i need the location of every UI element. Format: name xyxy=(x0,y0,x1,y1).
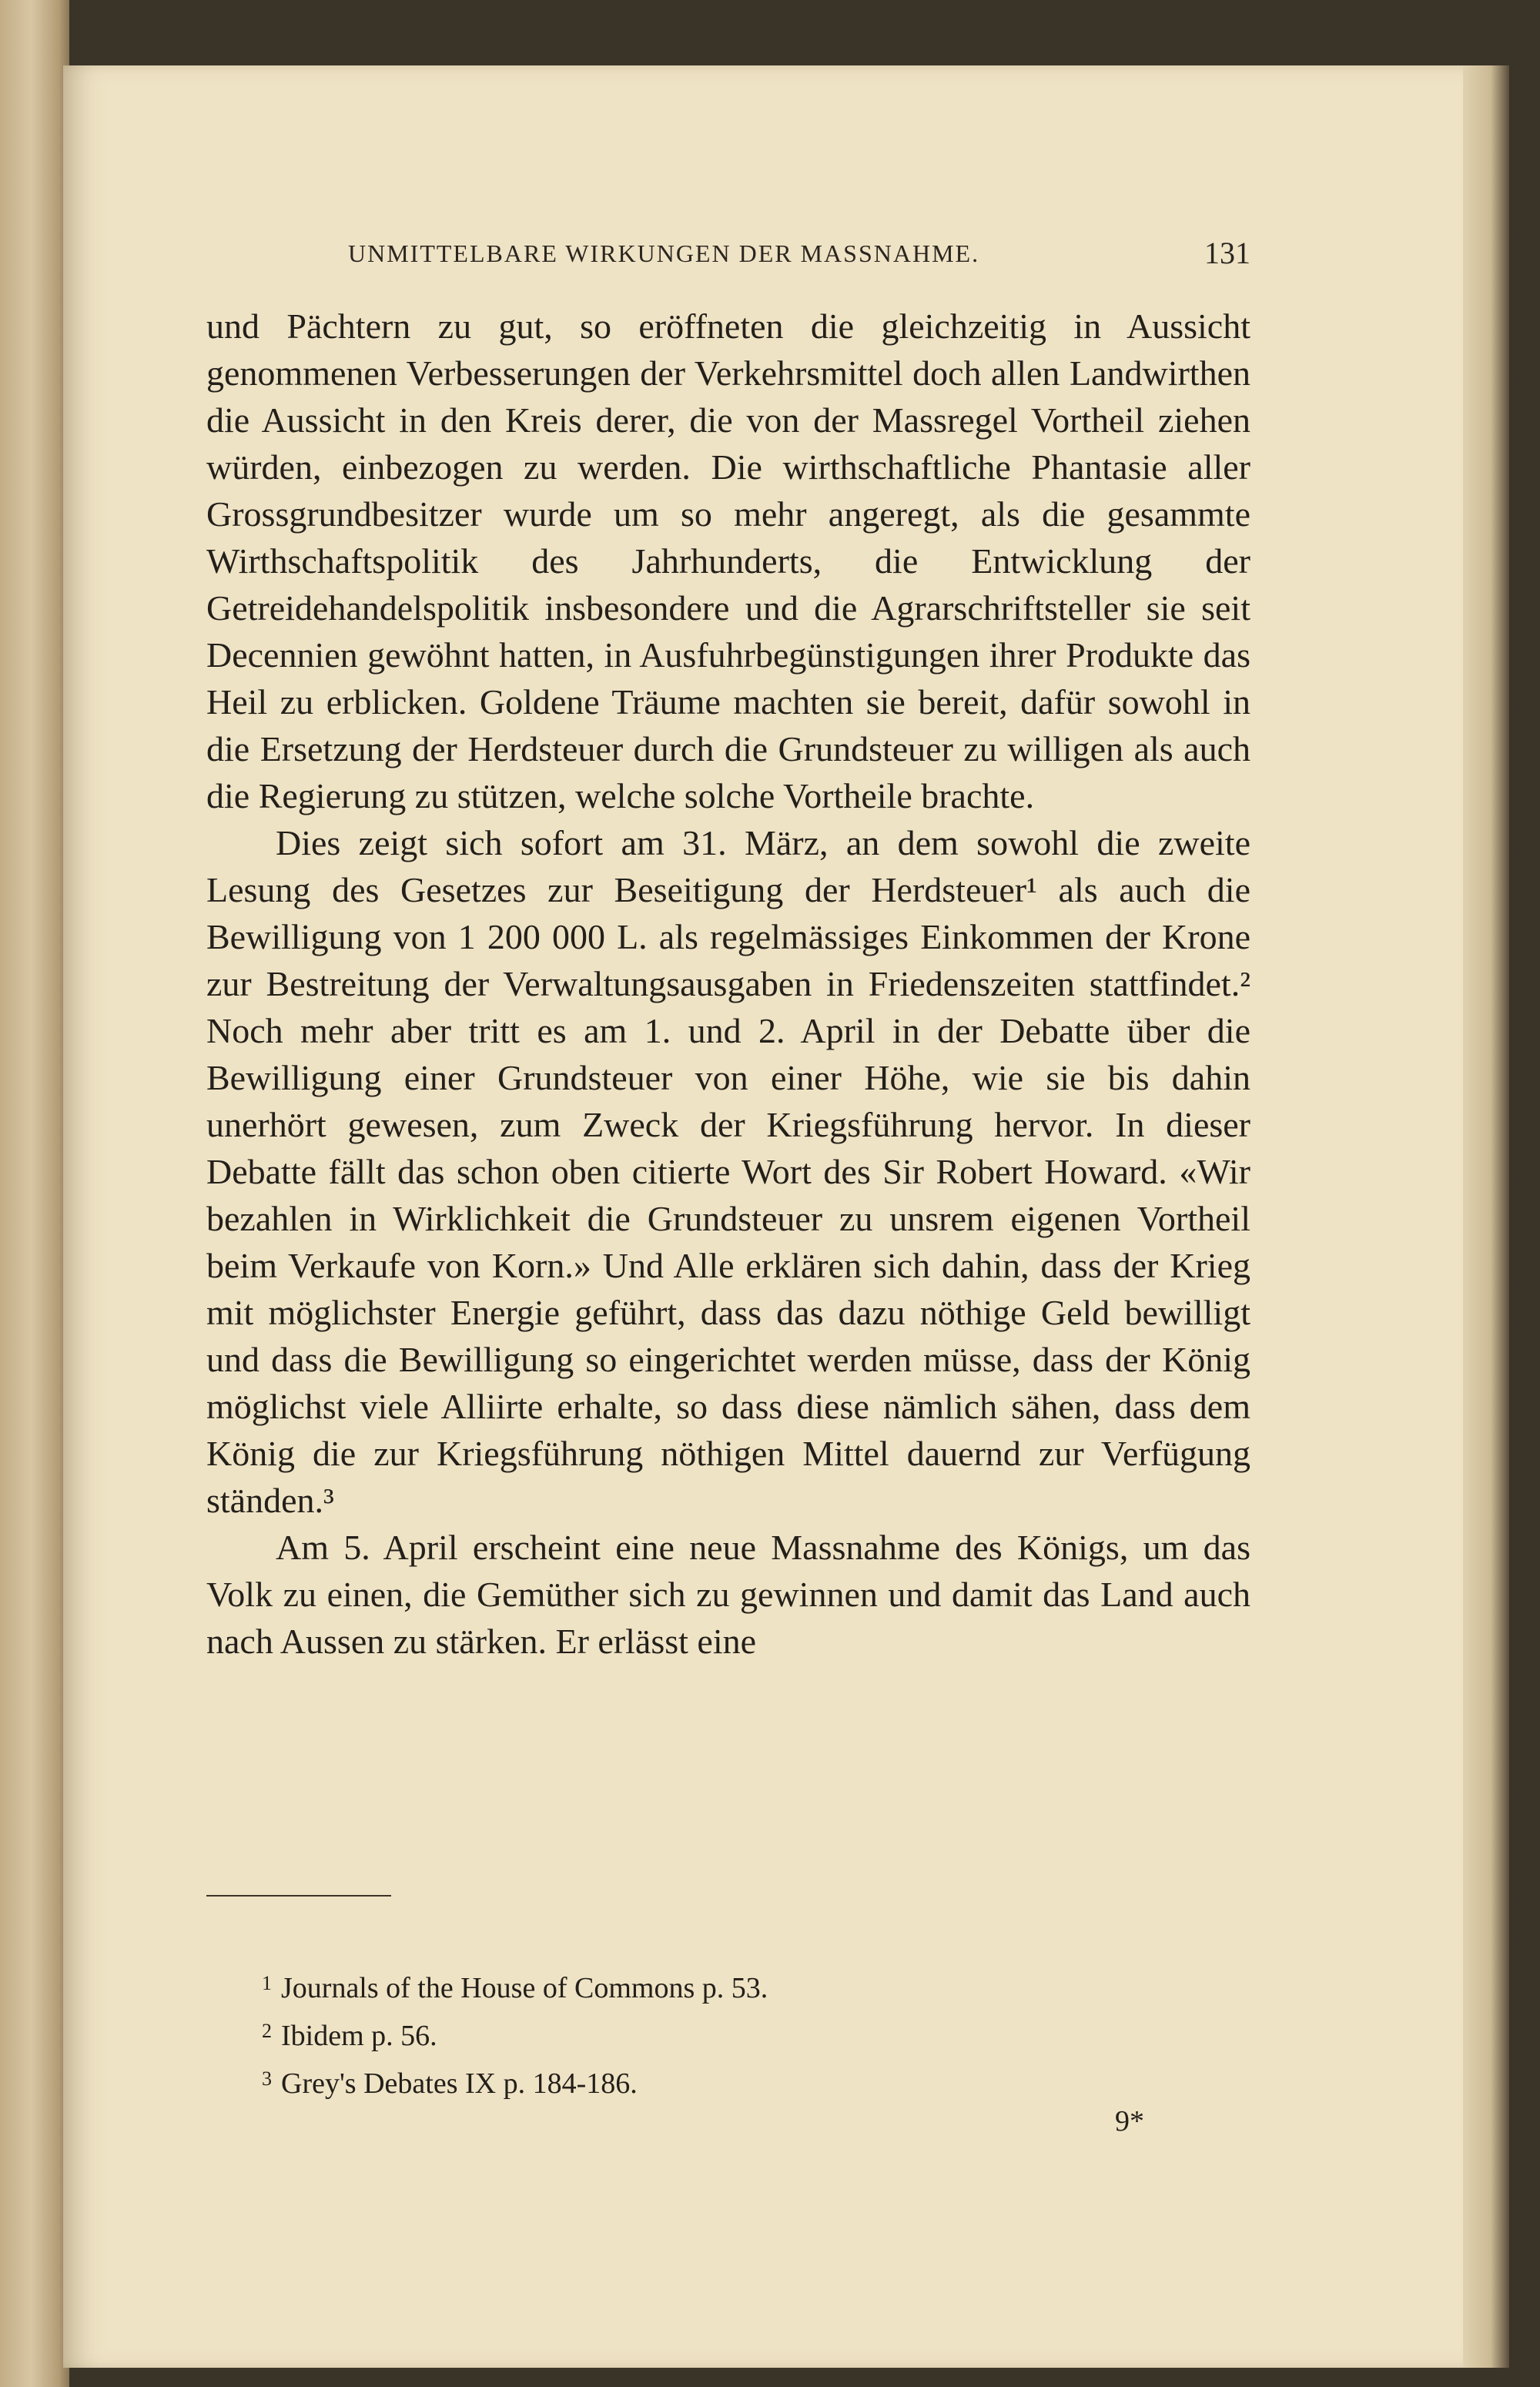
footnotes xyxy=(262,1962,1186,2105)
book-spine-shadow xyxy=(0,0,69,2387)
paragraph: Am 5. April erscheint eine neue Massnahme des Königs, um das Volk zu einen, die Gemüther sich zu gewinnen und damit das Land auch nach Aussen zu stärken. Er erlässt eine xyxy=(206,1528,1250,1661)
page-edge xyxy=(1463,65,1509,2368)
footnote xyxy=(262,2057,1186,2105)
running-title: UNMITTELBARE WIRKUNGEN DER MASSNAHME. xyxy=(348,239,980,267)
footnote-text: Grey's Debates IX p. 184-186. xyxy=(281,2067,638,2100)
footnote-number: 3 xyxy=(262,2067,272,2090)
footnote-text: Journals of the House of Commons p. 53. xyxy=(281,1972,768,2004)
footnote-divider xyxy=(206,1895,391,1897)
footnote-number: 1 xyxy=(262,1972,272,1994)
body-text xyxy=(206,303,1250,1665)
running-head xyxy=(348,235,1250,273)
paragraph: Dies zeigt sich sofort am 31. März, an dem sowohl die zweite Lesung des Gesetzes zur Beseitigung der Herdsteuer¹ als auch die Bewilligung von 1 200 000 L. als regelmässiges Einkommen der Krone zur Bestreitung der Verwaltungsausgaben in Friedenszeiten stattfindet.² Noch mehr aber tritt es am 1. und 2. April in der Debatte über die Bewilligung einer Grundsteuer von einer Höhe, wie sie bis dahin unerhört gewesen, zum Zweck der Kriegsführung hervor. In dieser Debatte fällt das schon oben citierte Wort des Sir Robert Howard. «Wir bezahlen in Wirklichkeit die Grundsteuer zu unsrem eigenen Vortheil beim Verkaufe von Korn.» Und Alle erklären sich dahin, dass der Krieg mit möglichster Energie geführt, dass das dazu nöthige Geld bewilligt und dass die Bewilligung so eingerichtet werden müsse, dass der König möglichst viele Alliirte erhalte, so dass diese nämlich sähen, dass dem König die zur Kriegsführung nöthigen Mittel dauernd zur Verfügung ständen.³ xyxy=(206,823,1250,1520)
footnote xyxy=(262,1962,1186,2010)
footnote xyxy=(262,2010,1186,2057)
paragraph: und Pächtern zu gut, so eröffneten die gleichzeitig in Aussicht genommenen Verbesserungen der Verkehrsmittel doch allen Landwirthen die Aussicht in den Kreis derer, die von der Massregel Vortheil ziehen würden, einbezogen zu werden. Die wirthschaftliche Phantasie aller Grossgrundbesitzer wurde um so mehr angeregt, als die gesammte Wirthschaftspolitik des Jahrhunderts, die Entwicklung der Getreidehandelspolitik insbesondere und die Agrarschriftsteller sie seit Decennien gewöhnt hatten, in Ausfuhrbegünstigungen ihrer Produkte das Heil zu erblicken. Goldene Träume machten sie bereit, dafür sowohl in die Ersetzung der Herdsteuer durch die Grundsteuer zu willigen als auch die Regierung zu stützen, welche solche Vortheile brachte. xyxy=(206,306,1250,815)
signature-mark: 9* xyxy=(1115,2105,1144,2138)
footnote-text: Ibidem p. 56. xyxy=(281,2020,437,2052)
footnote-number: 2 xyxy=(262,2020,272,2042)
page-number: 131 xyxy=(1204,236,1250,270)
